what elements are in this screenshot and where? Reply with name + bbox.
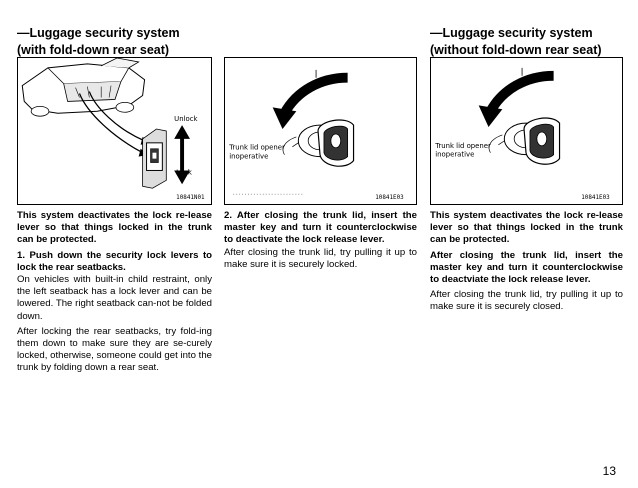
figure-key-turn-2 <box>430 57 623 205</box>
col1-step1: 1. Push down the security lock levers to lock the rear seatbacks. <box>17 249 212 273</box>
figure2-code: 10841E03 <box>375 195 404 202</box>
key-turn-illustration-1 <box>225 58 416 204</box>
callout-line1-fig2: Trunk lid opener <box>229 143 285 152</box>
key-turn-illustration-2 <box>431 58 622 204</box>
column-2-text <box>224 210 417 274</box>
left-heading-line2: (with fold-down rear seat) <box>17 43 170 57</box>
figure1-code: 10841N01 <box>176 195 205 202</box>
col1-para2: After locking the rear seatbacks, try fold-ing them down to make sure they are se-curely locked, otherwise, someone could get into the trunk by folding down a rear seat. <box>17 325 212 374</box>
left-heading <box>17 25 180 59</box>
callout-line1-fig3: Trunk lid opener <box>435 141 491 150</box>
figure3-code: 10841E03 <box>581 195 610 202</box>
col1-intro: This system deactivates the lock re-lease lever so that things locked in the trunk can be protected. <box>17 210 212 246</box>
page-number: 13 <box>602 464 616 478</box>
col3-intro: This system deactivates the lock re-lease lever so that things locked in the trunk can be protected. <box>430 210 623 246</box>
col2-step2: 2. After closing the trunk lid, insert the master key and turn it counterclockwise to deactivate the lock release lever. <box>224 210 417 246</box>
column-3-text <box>430 210 623 317</box>
lock-lever-panel <box>143 129 167 188</box>
col1-para1: On vehicles with built-in child restraint, only the left seatback has a lock lever and can be lowered. The right seatback can-not be folded down. <box>17 274 212 322</box>
column-1-text <box>17 210 212 378</box>
right-heading-line1: —Luggage security system <box>430 26 593 40</box>
left-heading-line1: —Luggage security system <box>17 26 180 40</box>
figure-key-turn-1 <box>224 57 417 205</box>
col3-para: After closing the trunk lid, try pulling it up to make sure it is securely closed. <box>430 289 623 313</box>
callout-line2-fig2: inoperative <box>229 152 269 161</box>
right-heading <box>430 25 602 59</box>
unlock-label: Unlock <box>174 115 198 124</box>
col3-step: After closing the trunk lid, insert the master key and turn it counterclockwise to deactviate the lock release lever. <box>430 249 623 286</box>
lock-label: Lock <box>176 168 192 177</box>
figure-seat-lock-lever <box>17 57 212 205</box>
seat-lock-illustration <box>18 58 211 204</box>
callout-line2-fig3: inoperative <box>435 150 475 159</box>
col2-para: After closing the trunk lid, try pulling it up to make sure it is securely locked. <box>224 246 417 270</box>
right-heading-line2: (without fold-down rear seat) <box>430 43 602 57</box>
